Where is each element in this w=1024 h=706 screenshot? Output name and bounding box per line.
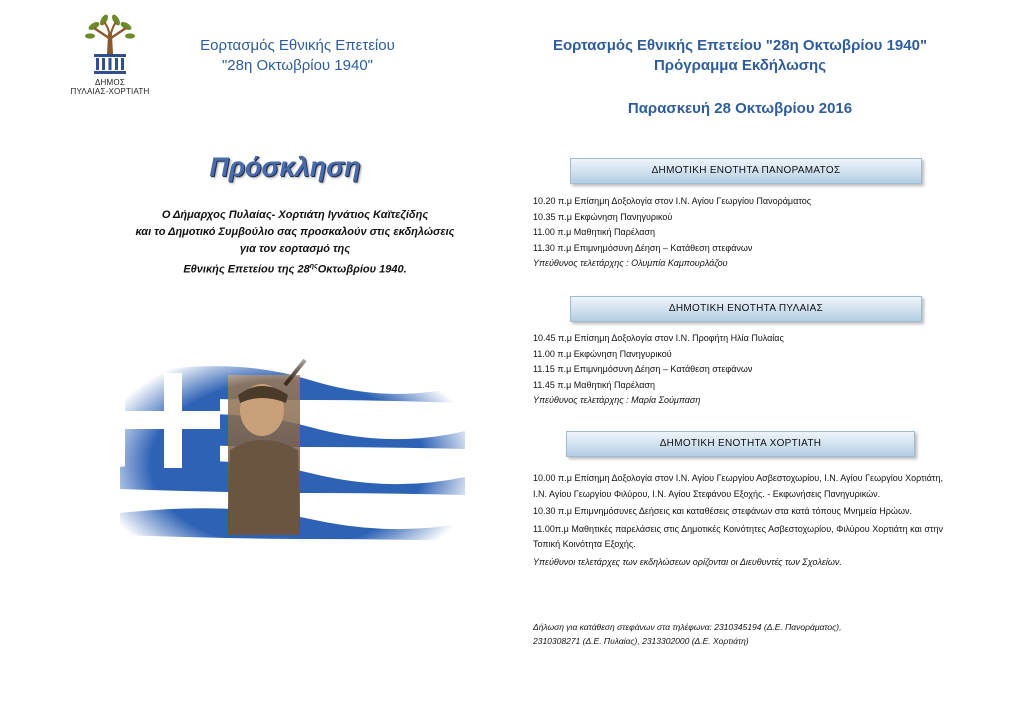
section-pylaias-header: ΔΗΜΟΤΙΚΗ ΕΝΟΤΗΤΑ ΠΥΛΑΙΑΣ <box>570 296 922 322</box>
invitation-line-2: και το Δημοτικό Συμβούλιο σας προσκαλούν στις εκδηλώσεις <box>135 226 455 238</box>
invitation-heading: Πρόσκληση <box>209 152 361 182</box>
section-chortiati-header: ΔΗΜΟΤΙΚΗ ΕΝΟΤΗΤΑ ΧΟΡΤΙΑΤΗ <box>566 431 915 457</box>
list-item: 10.45 π.μ Επίσημη Δοξολογία στον Ι.Ν. Προφήτη Ηλία Πυλαίας <box>533 333 784 343</box>
left-title-line-2: "28η Οκτωβρίου 1940" <box>221 57 373 74</box>
invitation-line-1: Ο Δήμαρχος Πυλαίας- Χορτιάτη Ιγνάτιος Καϊτεζίδης <box>161 209 429 221</box>
list-item: 10.30 π.μ Επιμνημόσυνες Δεήσεις και καταθέσεις στεφάνων στα κατά τόπους Μνημεία Ηρώων. <box>533 506 912 516</box>
list-item: 11.00π.μ Μαθητικές παρελάσεις στις Δημοτικές Κοινότητες Ασβεστοχωρίου, Φιλύρου Χορτιάτη και στην Τοπική Κοινότητα Εξοχής. <box>533 523 943 549</box>
contact-line-2: 2310308271 (Δ.Ε. Πυλαίας), 2313302000 (Δ.Ε. Χορτιάτη) <box>533 636 749 646</box>
logo-line-1: ΔΗΜΟΣ <box>95 78 125 87</box>
invitation-ordinal: ης <box>309 263 318 270</box>
left-title-line-1: Εορτασμός Εθνικής Επετείου <box>200 37 395 54</box>
left-title <box>160 36 435 76</box>
responsible-person: Υπεύθυνοι τελετάρχες των εκδηλώσεων ορίζονται οι Διευθυντές των Σχολείων. <box>533 556 842 567</box>
greek-flag-soldier-image <box>110 355 465 573</box>
list-item: 11.15 π.μ Επιμνημόσυνη Δέηση – Κατάθεση στεφάνων <box>533 364 753 374</box>
invitation-line-4-post: Οκτωβρίου 1940. <box>317 263 407 276</box>
list-item: 11.00 π.μ Εκφώνηση Πανηγυρικού <box>533 348 672 359</box>
list-item: 11.00 π.μ Μαθητική Παρέλαση <box>533 227 655 237</box>
program-title <box>520 36 960 76</box>
invitation-text <box>100 207 490 279</box>
section-chortiati-items <box>533 471 943 572</box>
contact-line-1: Δήλωση για κατάθεση στεφάνων στα τηλέφωνα: 2310345194 (Δ.Ε. Πανοράματος), <box>533 622 842 632</box>
invitation-line-3: για τον εορτασμό της <box>239 243 351 255</box>
logo-text <box>68 78 152 96</box>
section-pylaias-items <box>533 331 943 409</box>
list-item: 10.20 π.μ Επίσημη Δοξολογία στον Ι.Ν. Αγίου Γεωργίου Πανοράματος <box>533 196 812 206</box>
program-title-line-2: Πρόγραμμα Εκδήλωσης <box>653 57 827 74</box>
list-item: 10.35 π.μ Εκφώνηση Πανηγυρικού <box>533 211 673 222</box>
section-panoramatos-items <box>533 194 943 272</box>
list-item: 11.30 π.μ Επιμνημόσυνη Δέηση – Κατάθεση στεφάνων <box>533 242 753 253</box>
list-item: 11.45 π.μ Μαθητική Παρέλαση <box>533 379 655 390</box>
program-title-line-1: Εορτασμός Εθνικής Επετείου "28η Οκτωβρίου 1940" <box>552 37 928 54</box>
section-panoramatos-header: ΔΗΜΟΤΙΚΗ ΕΝΟΤΗΤΑ ΠΑΝΟΡΑΜΑΤΟΣ <box>570 158 922 184</box>
list-item: 10.00 π.μ Επίσημη Δοξολογία στον Ι.Ν. Αγίου Γεωργίου Ασβεστοχωρίου, Ι.Ν. Αγίου Γεωργίου Χορτιάτη, Ι.Ν. Αγίου Γεωργίου Φιλύρου, Ι.Ν. Αγίου Στεφάνου Εξοχής. - Εκφωνήσεις Πανηγυρικών. <box>533 473 943 499</box>
responsible-person: Υπεύθυνος τελετάρχης : Ολυμπία Καμπουρλάζου <box>533 258 728 268</box>
event-date: Παρασκευή 28 Οκτωβρίου 2016 <box>627 100 853 117</box>
municipality-logo <box>68 14 152 96</box>
responsible-person: Υπεύθυνος τελετάρχης : Μαρία Σούμπαση <box>533 395 701 405</box>
invitation-line-4 <box>100 258 490 279</box>
invitation-line-4-pre: Εθνικής Επετείου της 28 <box>183 263 310 276</box>
wreath-contact-info <box>533 620 943 648</box>
olive-tree-logo-icon <box>82 14 138 76</box>
logo-line-2: ΠΥΛΑΙΑΣ-ΧΟΡΤΙΑΤΗ <box>70 87 150 96</box>
